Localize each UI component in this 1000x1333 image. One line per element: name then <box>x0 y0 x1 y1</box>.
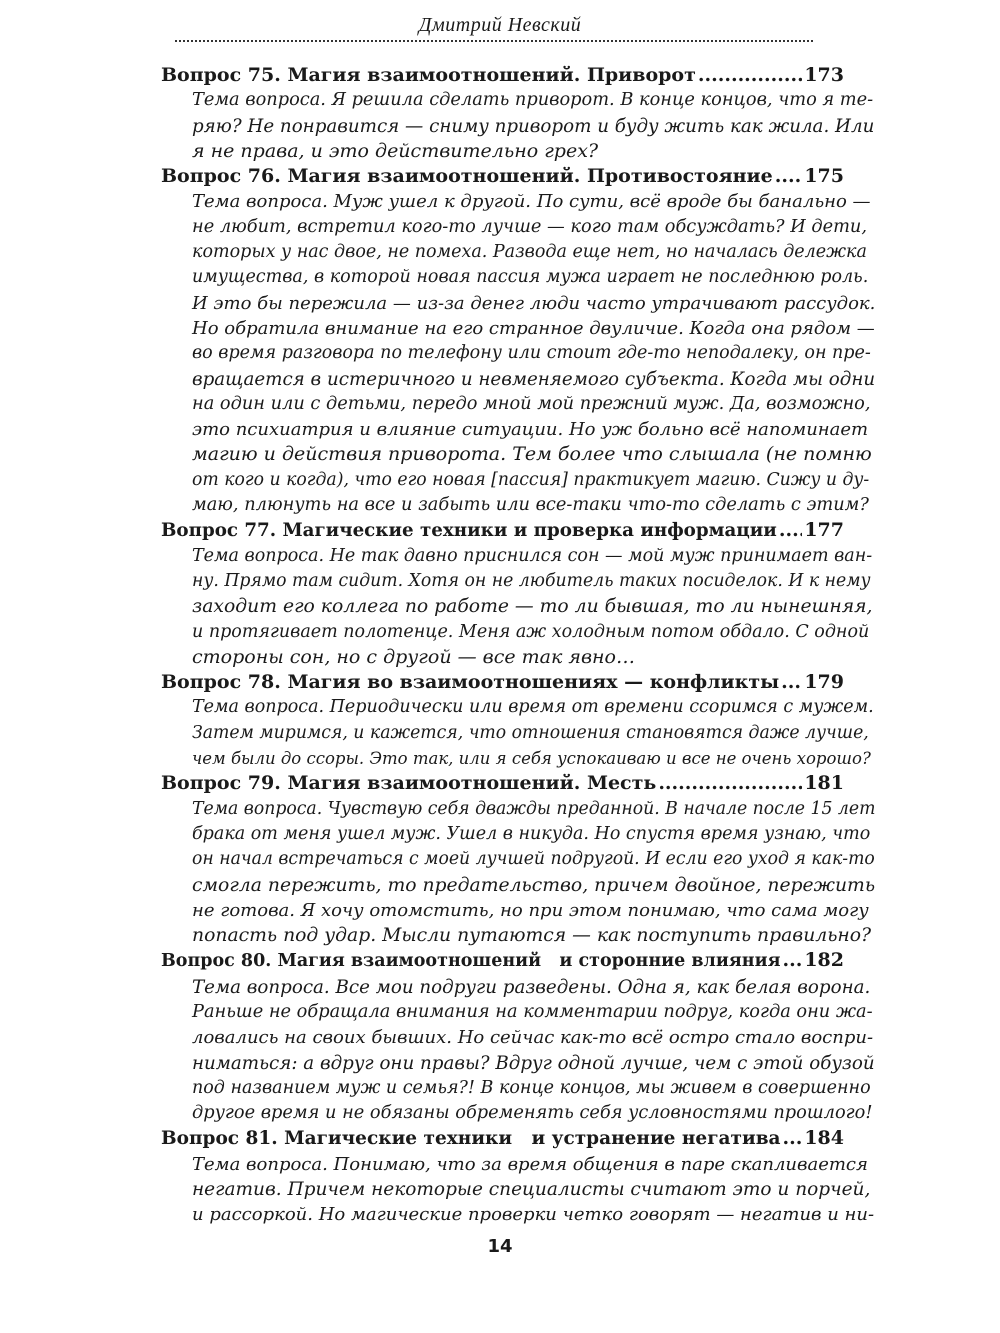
description-line: ниматься: а вдруг они правы? Вдруг одной лучше, чем с этой обузой <box>192 1052 875 1074</box>
description-line: он начал встречаться с моей лучшей подругой. И если его уход я как-то <box>192 849 875 870</box>
running-header-author: Дмитрий Невский <box>418 14 582 36</box>
toc-entry-description <box>161 189 876 518</box>
description-line: вращается в истеричного и невменяемого субъекта. Когда мы одни <box>192 368 876 390</box>
toc-entry-page: 175 <box>804 165 844 188</box>
toc-entry-title: Вопрос 81. Магические техники и устранение негатива <box>161 1128 781 1150</box>
toc-entry-page: 177 <box>804 519 844 542</box>
table-of-contents <box>161 63 876 1228</box>
toc-entry-title: Вопрос 75. Магия взаимоотношений. Приворот <box>161 64 696 86</box>
description-line: брака от меня ушел муж. Ушел в никуда. Но спустя время узнаю, что <box>192 823 871 844</box>
toc-entry-page: 179 <box>804 671 844 694</box>
toc-entry-heading <box>161 670 844 695</box>
toc-dot-leader <box>783 948 803 973</box>
toc-entry <box>161 164 876 518</box>
toc-entry <box>161 518 873 670</box>
toc-entry <box>161 948 875 1126</box>
toc-entry-heading <box>161 1126 844 1151</box>
description-line: это психиатрия и влияние ситуации. Но уж больно всё напоминает <box>192 419 869 441</box>
description-line: во время разговора по телефону или стоит где-то неподалеку, он пре- <box>192 343 871 364</box>
description-line: имущества, в которой новая пассия мужа играет не последнюю роль. <box>192 267 869 288</box>
toc-entry-page: 184 <box>804 1127 844 1150</box>
toc-entry-title: Вопрос 78. Магия во взаимоотношениях — конфликты <box>161 671 780 694</box>
description-line: стороны сон, но с другой — все так явно… <box>192 645 635 668</box>
toc-dot-leader <box>781 670 802 695</box>
toc-entry-page: 182 <box>804 949 844 972</box>
description-line: Тема вопроса. Понимаю, что за время общения в паре скапливается <box>192 1153 868 1175</box>
description-line: ряю? Не понравится — сниму приворот и буду жить как жила. Или <box>192 115 875 137</box>
description-line: заходит его коллега по работе — то ли бывшая, то ли нынешняя, <box>192 596 873 618</box>
description-line: не любит, встретил кого-то лучше — кого там обсуждать? И дети, <box>192 216 867 237</box>
description-line: Но обратила внимание на его странное двуличие. Когда она рядом — <box>192 317 875 339</box>
toc-dot-leader <box>698 63 802 88</box>
description-line: магию и действия приворота. Тем более что слышала (не помню <box>192 443 872 466</box>
toc-entry-description <box>161 975 875 1127</box>
description-line: ну. Прямо там сидит. Хотя он не любитель таких посиделок. И к нему <box>192 570 871 591</box>
description-line: Затем миримся, и кажется, что отношения становятся даже лучше, <box>192 722 869 743</box>
toc-entry <box>161 670 874 771</box>
toc-entry-title: Вопрос 77. Магические техники и проверка информации <box>161 520 777 542</box>
toc-entry-page: 181 <box>804 772 844 795</box>
description-line: под названием муж и семья?! В конце концов, мы живем в совершенно <box>192 1077 871 1098</box>
description-line: ловались на своих бывших. Но сейчас как-то всё остро стало воспри- <box>192 1027 874 1049</box>
toc-entry-title: Вопрос 79. Магия взаимоотношений. Месть <box>161 772 657 795</box>
description-line: не готова. Я хочу отомстить, но при этом понимаю, что сама могу <box>192 899 869 921</box>
toc-entry-heading <box>161 63 844 88</box>
description-line: на один или с детьми, передо мной мой прежний муж. Да, возможно, <box>192 393 871 414</box>
description-line: смогла пережить, то предательство, причем двойное, пережить <box>192 874 876 896</box>
description-line: Тема вопроса. Не так давно приснился сон — мой муж принимает ван- <box>192 545 873 566</box>
description-line: и рассоркой. Но магические проверки четко говорят — негатив и ни- <box>192 1204 875 1226</box>
description-line: попасть под удар. Мысли путаются — как поступить правильно? <box>192 925 872 947</box>
toc-entry <box>161 63 875 164</box>
toc-entry-heading <box>161 771 844 796</box>
toc-entry-description <box>161 88 875 164</box>
toc-entry <box>161 771 876 948</box>
toc-dot-leader <box>783 1126 803 1151</box>
description-line: и протягивает полотенце. Меня аж холодным потом обдало. С одной <box>192 621 870 642</box>
description-line: Тема вопроса. Муж ушел к другой. По сути, всё вроде бы банально — <box>192 191 871 213</box>
toc-entry <box>161 1126 875 1227</box>
description-line: Тема вопроса. Периодически или время от времени ссоримся с мужем. <box>192 697 874 718</box>
description-line: чем были до ссоры. Это так, или я себя успокаиваю и все не очень хорошо? <box>192 749 871 769</box>
page-number: 14 <box>487 1236 513 1257</box>
description-line: Тема вопроса. Я решила сделать приворот. В конце концов, что я те- <box>192 90 874 111</box>
toc-entry-title: Вопрос 80. Магия взаимоотношений и сторонние влияния <box>161 951 781 972</box>
description-line: Раньше не обращала внимания на комментарии подруг, когда они жа- <box>192 1001 873 1022</box>
toc-entry-heading <box>161 948 844 974</box>
toc-entry-title: Вопрос 76. Магия взаимоотношений. Противостояние <box>161 165 773 188</box>
toc-dot-leader <box>779 518 802 543</box>
toc-entry-description <box>161 797 876 949</box>
description-line: И это бы пережила — из-за денег люди часто утрачивают рассудок. <box>192 292 876 314</box>
toc-entry-description <box>161 544 873 670</box>
toc-entry-heading <box>161 518 844 543</box>
toc-entry-description <box>161 695 874 771</box>
header-dotted-rule <box>175 40 813 42</box>
description-line: от кого и когда), что его новая [пассия] практикует магию. Сижу и ду- <box>192 469 870 490</box>
toc-entry-page: 173 <box>804 64 844 86</box>
description-line: я не права, и это действительно грех? <box>192 139 599 162</box>
description-line: негатив. Причем некоторые специалисты считают это и порчей, <box>192 1179 871 1201</box>
description-line: Тема вопроса. Чувствую себя дважды преданной. В начале после 15 лет <box>192 798 876 819</box>
description-line: другое время и не обязаны обременять себя условностями прошлого! <box>192 1103 873 1124</box>
description-line: Тема вопроса. Все мои подруги разведены. Одна я, как белая ворона. <box>192 976 871 998</box>
description-line: которых у нас двое, не помеха. Развода еще нет, но началась дележка <box>192 242 867 263</box>
toc-entry-heading <box>161 164 844 189</box>
description-line: маю, плюнуть на все и забыть или все-таки что-то сделать с этим? <box>192 495 869 516</box>
toc-dot-leader <box>658 771 802 796</box>
toc-dot-leader <box>775 164 803 189</box>
toc-entry-description <box>161 1152 875 1228</box>
